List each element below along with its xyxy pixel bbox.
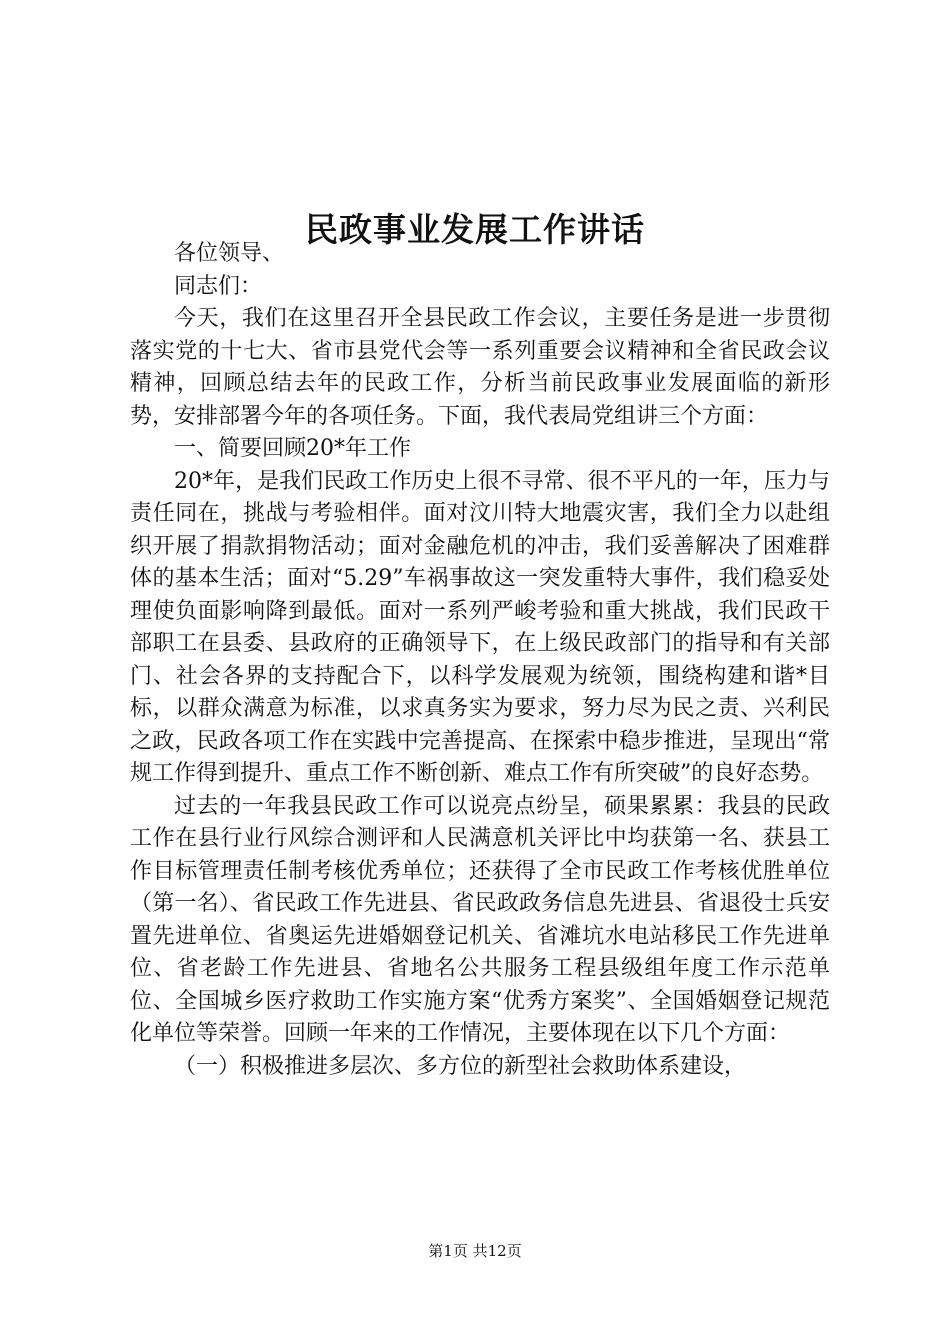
page-title: 民政事业发展工作讲话 <box>305 210 645 250</box>
achievements-paragraph: 过去的一年我县民政工作可以说亮点纷呈，硕果累累：我县的民政工作在县行业行风综合测评和人民满意机关评比中均获第一名、获县工作目标管理责任制考核优秀单位；还获得了全市民政工作考核优胜单位（第一名）、省民政工作先进县、省民政政务信息先进县、省退役士兵安置先进单位、省奥运先进婚姻登记机关、省滩坑水电站移民工作先进单位、省老龄工作先进县、省地名公共服务工程县级组年度工作示范单位、全国城乡医疗救助工作实施方案“优秀方案奖”、全国婚姻登记规范化单位等荣誉。回顾一年来的工作情况，主要体现在以下几个方面： <box>130 793 830 1046</box>
salutation-leaders: 各位领导、 <box>174 241 285 266</box>
page-number-footer: 第1页 共12页 <box>428 1242 522 1260</box>
intro-paragraph: 今天，我们在这里召开全县民政工作会议，主要任务是进一步贯彻落实党的十七大、省市县党代会等一系列重要会议精神和全省民政会议精神，回顾总结去年的民政工作，分析当前民政事业发展面临的新形势，安排部署今年的各项任务。下面，我代表局党组讲三个方面： <box>130 306 830 429</box>
review-paragraph: 20*年，是我们民政工作历史上很不寻常、很不平凡的一年，压力与责任同在，挑战与考验相伴。面对汶川特大地震灾害，我们全力以赴组织开展了捐款捐物活动；面对金融危机的冲击，我们妥善解决了困难群体的基本生活；面对“5.29”车祸事故这一突发重特大事件，我们稳妥处理使负面影响降到最低。面对一系列严峻考验和重大挑战，我们民政干部职工在县委、县政府的正确领导下，在上级民政部门的指导和有关部门、社会各界的支持配合下，以科学发展观为统领，围绕构建和谐*目标，以群众满意为标准，以求真务实为要求，努力尽为民之责、兴利民之政，民政各项工作在实践中完善提高、在探索中稳步推进，呈现出“常规工作得到提升、重点工作不断创新、难点工作有所突破”的良好态势。 <box>130 468 830 786</box>
section-heading-review: 一、简要回顾20*年工作 <box>174 436 411 461</box>
subsection-heading-social-assistance: （一）积极推进多层次、多方位的新型社会救助体系建设， <box>174 1053 747 1079</box>
salutation-comrades: 同志们： <box>174 273 263 299</box>
document-body <box>130 238 830 1083</box>
